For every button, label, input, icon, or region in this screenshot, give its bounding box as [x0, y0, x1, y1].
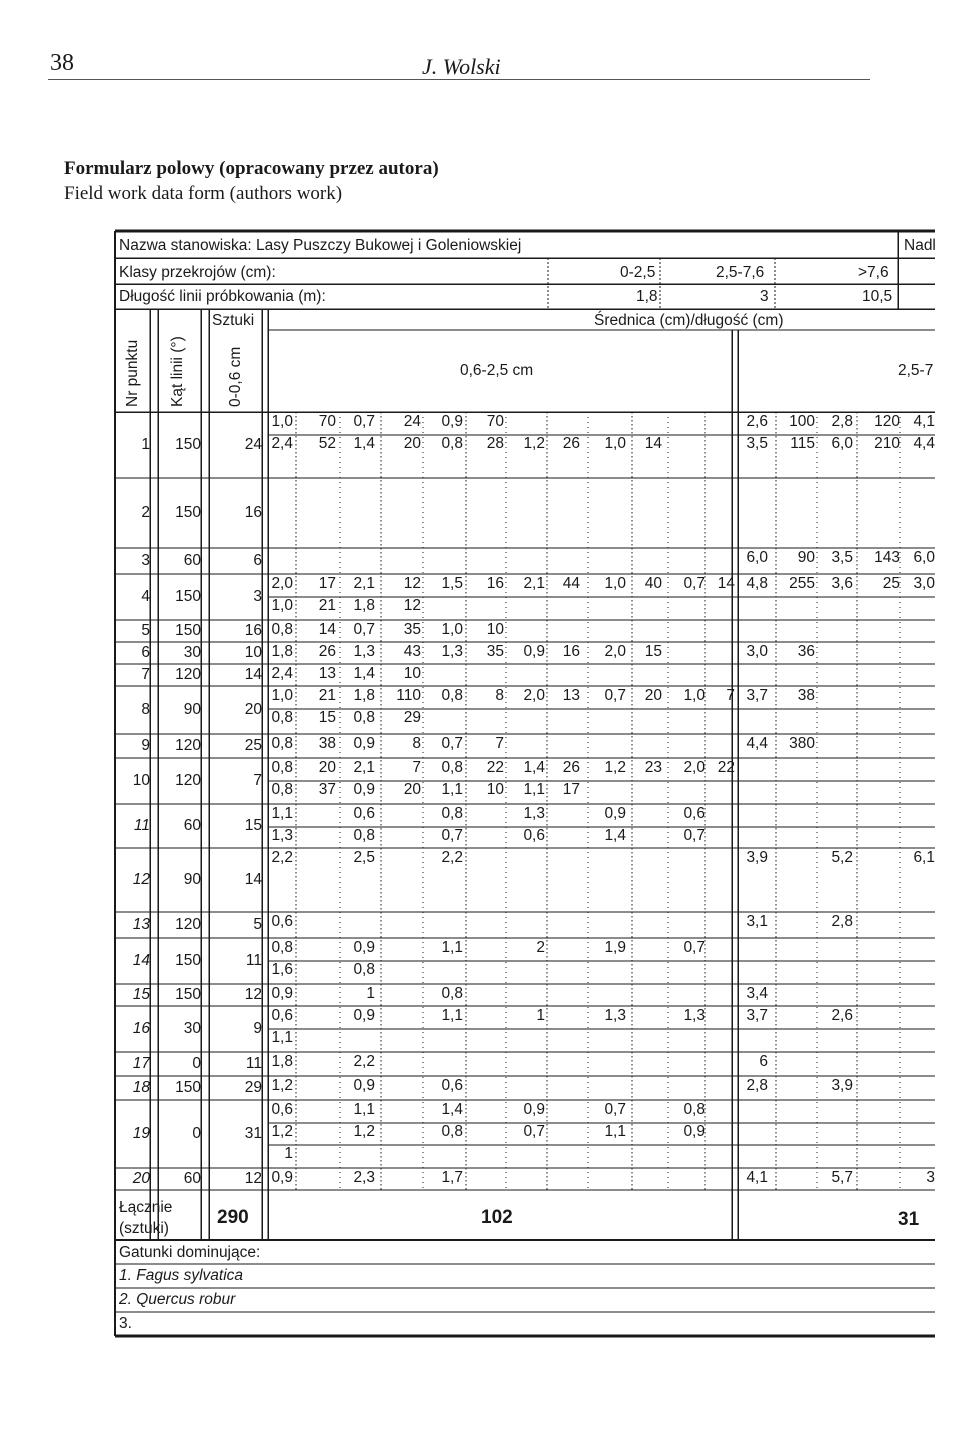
mid-diameter-length: 1,7 [441, 1169, 463, 1186]
line-angle: 0 [192, 1125, 201, 1142]
mid-diameter-length: 0,9 [683, 1123, 705, 1140]
mid-diameter-length: 2,2 [271, 849, 293, 866]
large-diameter-length: 6 [759, 1053, 768, 1070]
large-diameter-length: 3,0 [913, 575, 935, 592]
mid-diameter-length: 26 [562, 759, 580, 776]
mid-diameter-length: 0,6 [271, 1101, 293, 1118]
mid-diameter-length: 1,3 [441, 643, 463, 660]
total-label-unit: (sztuki) [119, 1220, 169, 1237]
large-diameter-length: 25 [882, 575, 900, 592]
line-angle: 90 [183, 701, 201, 718]
mid-diameter-length: 1,1 [353, 1101, 375, 1118]
mid-diameter-length: 38 [318, 735, 336, 752]
mid-diameter-length: 2,5 [353, 849, 375, 866]
form-title-en: Field work data form (authors work) [64, 183, 343, 204]
mid-diameter-length: 2,2 [353, 1053, 375, 1070]
large-diameter-length: 3,5 [831, 549, 853, 566]
mid-diameter-length: 17 [562, 781, 580, 798]
forest-district-label: Nadl [904, 237, 936, 254]
small-pieces: 16 [244, 504, 262, 521]
large-diameter-length: 115 [790, 435, 815, 452]
class-small: 0-2,5 [620, 264, 656, 281]
point-number: 17 [132, 1055, 150, 1072]
large-diameter-length: 4,8 [746, 575, 768, 592]
mid-diameter-length: 35 [486, 643, 504, 660]
mid-diameter-length: 1,2 [271, 1123, 293, 1140]
mid-diameter-length: 24 [403, 413, 421, 430]
point-number: 2 [141, 504, 150, 521]
mid-diameter-length: 0,8 [353, 709, 375, 726]
mid-diameter-length: 0,6 [683, 805, 705, 822]
mid-diameter-length: 0,7 [604, 687, 626, 704]
small-pieces: 11 [245, 1055, 262, 1072]
mid-diameter-length: 1,8 [353, 687, 375, 704]
mid-diameter-length: 0,9 [523, 1101, 545, 1118]
mid-diameter-length: 0,6 [353, 805, 375, 822]
large-diameter-length: 3,1 [746, 913, 768, 930]
large-diameter-length: 3,0 [746, 643, 768, 660]
small-pieces: 7 [253, 772, 262, 789]
large-diameter-length: 5,2 [831, 849, 853, 866]
small-pieces: 9 [253, 1020, 262, 1037]
mid-diameter-length: 0,7 [353, 621, 375, 638]
mid-diameter-length: 1,0 [683, 687, 705, 704]
point-number: 8 [141, 701, 150, 718]
species-label: Gatunki dominujące: [119, 1244, 261, 1261]
large-diameter-length: 3,7 [746, 1007, 768, 1024]
col-mid-class: 0,6-2,5 cm [460, 362, 534, 379]
mid-diameter-length: 15 [644, 643, 662, 660]
large-diameter-length: 38 [797, 687, 815, 704]
mid-diameter-length: 0,7 [683, 827, 705, 844]
point-number: 3 [141, 552, 150, 569]
point-number: 7 [141, 666, 150, 683]
mid-diameter-length: 20 [403, 781, 421, 798]
site-name-label: Nazwa stanowiska: Lasy Puszczy Bukowej i Goleniowskiej [119, 237, 522, 254]
line-angle: 150 [175, 622, 201, 639]
mid-diameter-length: 0,9 [271, 1169, 293, 1186]
mid-diameter-length: 1,4 [523, 759, 545, 776]
point-number: 12 [132, 871, 150, 888]
mid-diameter-length: 1,4 [353, 665, 375, 682]
length-large: 10,5 [862, 288, 893, 305]
mid-diameter-length: 20 [318, 759, 336, 776]
mid-diameter-length: 0,8 [683, 1101, 705, 1118]
mid-diameter-length: 0,8 [441, 435, 463, 452]
mid-diameter-length: 8 [495, 687, 504, 704]
point-number: 19 [132, 1125, 150, 1142]
line-angle: 150 [175, 952, 201, 969]
mid-diameter-length: 13 [562, 687, 580, 704]
mid-diameter-length: 22 [717, 759, 735, 776]
mid-diameter-length: 110 [396, 687, 421, 704]
mid-diameter-length: 1 [536, 1007, 545, 1024]
mid-diameter-length: 1,3 [523, 805, 545, 822]
sampling-length-label: Długość linii próbkowania (m): [119, 288, 326, 305]
mid-diameter-length: 10 [486, 781, 504, 798]
mid-diameter-length: 0,7 [441, 735, 463, 752]
mid-diameter-length: 0,7 [523, 1123, 545, 1140]
col-large-class: 2,5-7 [898, 362, 934, 379]
mid-diameter-length: 10 [486, 621, 504, 638]
mid-diameter-length: 1,1 [604, 1123, 626, 1140]
mid-diameter-length: 1,1 [441, 1007, 463, 1024]
mid-diameter-length: 7 [412, 759, 421, 776]
mid-diameter-length: 17 [318, 575, 336, 592]
large-diameter-length: 2,8 [831, 413, 853, 430]
line-angle: 150 [175, 986, 201, 1003]
point-number: 10 [132, 772, 150, 789]
mid-diameter-length: 2,2 [441, 849, 463, 866]
large-diameter-length: 100 [789, 413, 815, 430]
mid-diameter-length: 0,9 [353, 781, 375, 798]
mid-diameter-length: 0,8 [441, 1123, 463, 1140]
mid-diameter-length: 0,8 [271, 709, 293, 726]
mid-diameter-length: 1,0 [604, 575, 626, 592]
mid-diameter-length: 1,4 [604, 827, 626, 844]
species-2: 2. Quercus robur [119, 1291, 236, 1308]
line-angle: 30 [183, 644, 201, 661]
species-1: 1. Fagus sylvatica [119, 1267, 244, 1284]
mid-diameter-length: 2,0 [604, 643, 626, 660]
mid-diameter-length: 21 [318, 687, 336, 704]
mid-diameter-length: 0,9 [523, 643, 545, 660]
large-diameter-length: 6,0 [913, 549, 935, 566]
mid-diameter-length: 22 [486, 759, 504, 776]
mid-diameter-length: 0,7 [353, 413, 375, 430]
mid-diameter-length: 70 [318, 413, 336, 430]
mid-diameter-length: 14 [318, 621, 336, 638]
line-angle: 150 [175, 436, 201, 453]
mid-diameter-length: 1,8 [271, 1053, 293, 1070]
small-pieces: 24 [244, 436, 262, 453]
large-diameter-length: 255 [789, 575, 815, 592]
mid-diameter-length: 0,9 [441, 413, 463, 430]
mid-diameter-length: 1,3 [271, 827, 293, 844]
mid-diameter-length: 7 [726, 687, 735, 704]
large-diameter-length: 210 [874, 435, 900, 452]
mid-diameter-length: 16 [562, 643, 580, 660]
large-diameter-length: 4,1 [746, 1169, 768, 1186]
large-diameter-length: 6,0 [831, 435, 853, 452]
mid-diameter-length: 0,6 [271, 1007, 293, 1024]
pieces-label: Sztuki [212, 312, 255, 329]
small-pieces: 25 [244, 737, 262, 754]
mid-diameter-length: 0,9 [353, 1007, 375, 1024]
mid-diameter-length: 1,1 [271, 1029, 293, 1046]
mid-diameter-length: 10 [403, 665, 421, 682]
mid-diameter-length: 2 [536, 939, 545, 956]
mid-diameter-length: 2,1 [523, 575, 545, 592]
mid-diameter-length: 1,3 [353, 643, 375, 660]
small-pieces: 12 [244, 1170, 262, 1187]
mid-diameter-length: 23 [644, 759, 662, 776]
small-pieces: 29 [244, 1079, 262, 1096]
mid-diameter-length: 1 [366, 985, 375, 1002]
col-line-angle: Kąt linii (°) [169, 336, 186, 407]
line-angle: 120 [175, 916, 201, 933]
mid-diameter-length: 26 [318, 643, 336, 660]
mid-diameter-length: 0,9 [353, 939, 375, 956]
large-diameter-length: 3,7 [746, 687, 768, 704]
line-angle: 150 [175, 588, 201, 605]
large-diameter-length: 4,4 [746, 735, 768, 752]
mid-diameter-length: 14 [644, 435, 662, 452]
line-angle: 120 [175, 737, 201, 754]
line-angle: 150 [175, 1079, 201, 1096]
class-mid: 2,5-7,6 [716, 264, 765, 281]
point-number: 11 [133, 817, 150, 834]
mid-diameter-length: 2,0 [271, 575, 293, 592]
mid-diameter-length: 1,2 [604, 759, 626, 776]
small-pieces: 11 [245, 952, 262, 969]
mid-diameter-length: 0,8 [271, 781, 293, 798]
point-number: 18 [132, 1079, 150, 1096]
mid-diameter-length: 1,8 [271, 643, 293, 660]
small-pieces: 3 [253, 588, 262, 605]
total-label: Łącznie [119, 1199, 173, 1216]
large-diameter-length: 3,5 [746, 435, 768, 452]
total-small: 290 [217, 1207, 249, 1228]
mid-diameter-length: 0,8 [271, 621, 293, 638]
mid-diameter-length: 70 [486, 413, 504, 430]
mid-diameter-length: 1,2 [523, 435, 545, 452]
mid-diameter-length: 2,1 [353, 575, 375, 592]
mid-diameter-length: 1,1 [441, 939, 463, 956]
mid-diameter-length: 1,6 [271, 961, 293, 978]
mid-diameter-length: 0,8 [441, 687, 463, 704]
small-pieces: 20 [244, 701, 262, 718]
point-number: 16 [132, 1020, 150, 1037]
mid-diameter-length: 37 [318, 781, 336, 798]
mid-diameter-length: 1,0 [441, 621, 463, 638]
small-pieces: 15 [244, 817, 262, 834]
large-diameter-length: 3,4 [746, 985, 768, 1002]
mid-diameter-length: 0,8 [441, 805, 463, 822]
point-number: 15 [132, 986, 150, 1003]
point-number: 14 [132, 952, 150, 969]
mid-diameter-length: 0,6 [441, 1077, 463, 1094]
mid-diameter-length: 1,0 [271, 597, 293, 614]
page-number: 38 [50, 50, 74, 76]
running-head-author: J. Wolski [422, 54, 501, 79]
mid-diameter-length: 8 [412, 735, 421, 752]
mid-diameter-length: 1,4 [353, 435, 375, 452]
large-diameter-length: 3,6 [831, 575, 853, 592]
mid-diameter-length: 14 [717, 575, 735, 592]
large-diameter-length: 2,6 [831, 1007, 853, 1024]
mid-diameter-length: 1,3 [604, 1007, 626, 1024]
line-angle: 30 [183, 1020, 201, 1037]
mid-diameter-length: 43 [403, 643, 421, 660]
mid-diameter-length: 1,9 [604, 939, 626, 956]
mid-diameter-length: 1,0 [271, 687, 293, 704]
mid-diameter-length: 0,9 [271, 985, 293, 1002]
large-diameter-length: 36 [797, 643, 815, 660]
point-number: 1 [141, 436, 150, 453]
col-point-number: Nr punktu [124, 339, 141, 407]
mid-diameter-length: 0,8 [353, 961, 375, 978]
large-diameter-length: 143 [874, 549, 900, 566]
mid-diameter-length: 0,6 [523, 827, 545, 844]
mid-diameter-length: 13 [318, 665, 336, 682]
mid-diameter-length: 0,8 [271, 735, 293, 752]
mid-diameter-length: 2,3 [353, 1169, 375, 1186]
mid-diameter-length: 2,4 [271, 435, 293, 452]
line-angle: 90 [183, 871, 201, 888]
small-pieces: 10 [244, 644, 262, 661]
mid-diameter-length: 1 [284, 1145, 293, 1162]
large-diameter-length: 2,6 [746, 413, 768, 430]
mid-diameter-length: 0,8 [353, 827, 375, 844]
class-large: >7,6 [858, 264, 889, 281]
large-diameter-length: 2,8 [831, 913, 853, 930]
line-angle: 150 [175, 504, 201, 521]
length-mid: 3 [760, 288, 769, 305]
species-3: 3. [119, 1315, 132, 1332]
mid-diameter-length: 2,0 [523, 687, 545, 704]
large-diameter-length: 4,1 [913, 413, 935, 430]
large-diameter-length: 4,4 [913, 435, 935, 452]
mid-diameter-length: 1,8 [353, 597, 375, 614]
mid-diameter-length: 0,8 [441, 985, 463, 1002]
small-pieces: 16 [244, 622, 262, 639]
point-number: 13 [132, 916, 150, 933]
mid-diameter-length: 1,5 [441, 575, 463, 592]
mid-diameter-length: 20 [644, 687, 662, 704]
length-small: 1,8 [636, 288, 658, 305]
col-small-class: 0-0,6 cm [227, 346, 244, 407]
mid-diameter-length: 1,2 [353, 1123, 375, 1140]
mid-diameter-length: 0,7 [683, 939, 705, 956]
diameter-length-label: Średnica (cm)/długość (cm) [594, 312, 784, 329]
point-number: 9 [141, 737, 150, 754]
line-angle: 60 [183, 1170, 201, 1187]
line-angle: 60 [183, 552, 201, 569]
mid-diameter-length: 44 [562, 575, 580, 592]
mid-diameter-length: 40 [644, 575, 662, 592]
point-number: 6 [141, 644, 150, 661]
mid-diameter-length: 0,7 [683, 575, 705, 592]
line-angle: 0 [192, 1055, 201, 1072]
mid-diameter-length: 26 [562, 435, 580, 452]
mid-diameter-length: 35 [403, 621, 421, 638]
mid-diameter-length: 0,9 [604, 805, 626, 822]
line-angle: 60 [183, 817, 201, 834]
small-pieces: 12 [244, 986, 262, 1003]
mid-diameter-length: 21 [318, 597, 336, 614]
large-diameter-length: 3 [926, 1169, 935, 1186]
large-diameter-length: 6,1 [913, 849, 935, 866]
large-diameter-length: 3,9 [746, 849, 768, 866]
mid-diameter-length: 0,9 [353, 1077, 375, 1094]
mid-diameter-length: 20 [403, 435, 421, 452]
small-pieces: 14 [244, 871, 262, 888]
total-mid: 102 [481, 1207, 513, 1228]
mid-diameter-length: 2,0 [683, 759, 705, 776]
large-diameter-length: 90 [797, 549, 815, 566]
mid-diameter-length: 28 [486, 435, 504, 452]
mid-diameter-length: 2,1 [353, 759, 375, 776]
mid-diameter-length: 1,0 [604, 435, 626, 452]
mid-diameter-length: 0,9 [353, 735, 375, 752]
mid-diameter-length: 1,0 [271, 413, 293, 430]
mid-diameter-length: 0,7 [441, 827, 463, 844]
mid-diameter-length: 7 [495, 735, 504, 752]
mid-diameter-length: 0,8 [271, 939, 293, 956]
large-diameter-length: 2,8 [746, 1077, 768, 1094]
mid-diameter-length: 0,6 [271, 913, 293, 930]
mid-diameter-length: 12 [403, 597, 421, 614]
line-angle: 120 [175, 772, 201, 789]
small-pieces: 31 [244, 1125, 262, 1142]
mid-diameter-length: 0,8 [271, 759, 293, 776]
total-large: 31 [898, 1209, 920, 1230]
mid-diameter-length: 16 [486, 575, 504, 592]
large-diameter-length: 380 [789, 735, 815, 752]
mid-diameter-length: 1,1 [523, 781, 545, 798]
mid-diameter-length: 0,7 [604, 1101, 626, 1118]
mid-diameter-length: 1,1 [271, 805, 293, 822]
mid-diameter-length: 0,8 [441, 759, 463, 776]
point-number: 5 [141, 622, 150, 639]
mid-diameter-length: 52 [318, 435, 336, 452]
mid-diameter-length: 1,4 [441, 1101, 463, 1118]
mid-diameter-length: 29 [403, 709, 421, 726]
small-pieces: 6 [253, 552, 262, 569]
line-angle: 120 [175, 666, 201, 683]
large-diameter-length: 3,9 [831, 1077, 853, 1094]
mid-diameter-length: 15 [318, 709, 336, 726]
point-number: 20 [132, 1170, 150, 1187]
mid-diameter-length: 1,3 [683, 1007, 705, 1024]
mid-diameter-length: 1,2 [271, 1077, 293, 1094]
large-diameter-length: 5,7 [831, 1169, 853, 1186]
point-number: 4 [141, 588, 150, 605]
large-diameter-length: 120 [874, 413, 900, 430]
small-pieces: 14 [244, 666, 262, 683]
mid-diameter-length: 1,1 [441, 781, 463, 798]
mid-diameter-length: 2,4 [271, 665, 293, 682]
mid-diameter-length: 12 [403, 575, 421, 592]
diameter-classes-label: Klasy przekrojów (cm): [119, 264, 276, 281]
small-pieces: 5 [253, 916, 262, 933]
large-diameter-length: 6,0 [746, 549, 768, 566]
form-title-pl: Formularz polowy (opracowany przez autora) [64, 158, 439, 179]
